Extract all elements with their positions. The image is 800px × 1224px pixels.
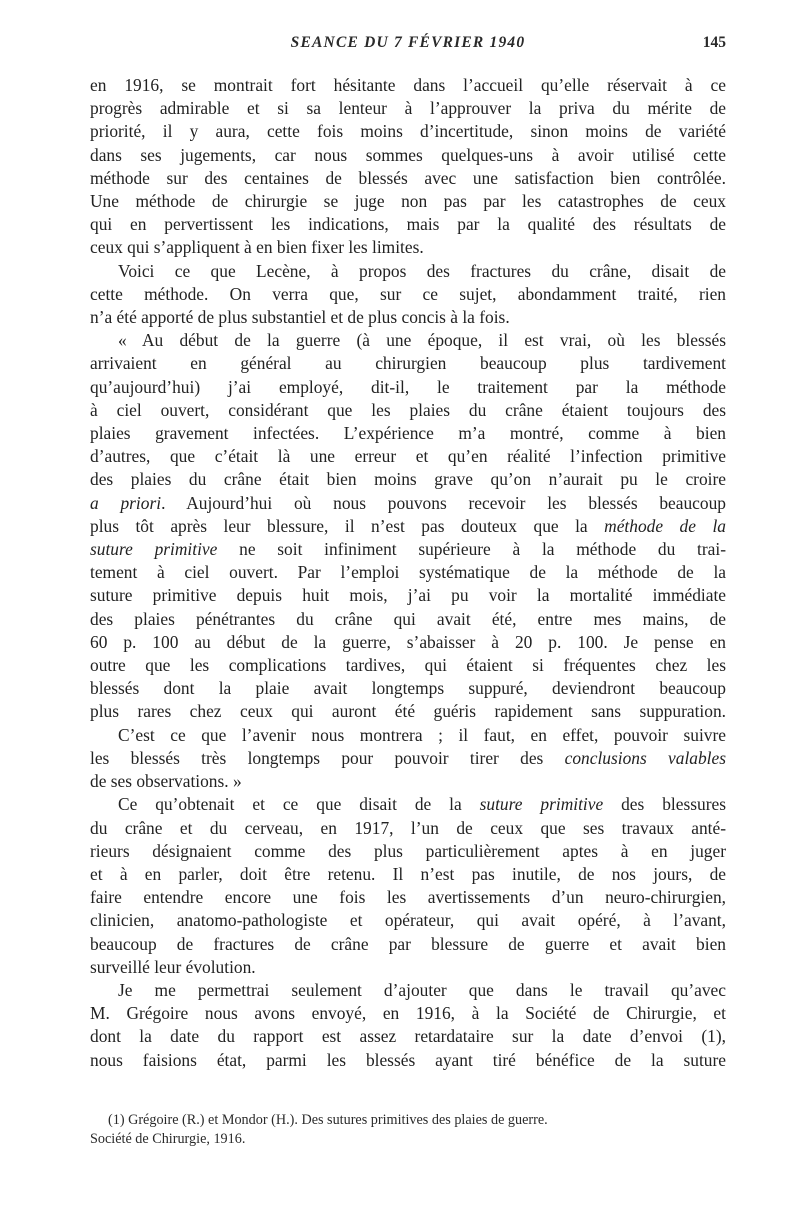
text-line: des plaies pénétrantes du crâne qui avait été, entre mes mains, de [90,608,726,629]
text-line: M. Grégoire nous avons envoyé, en 1916, à la Société de Chirurgie, et [90,1003,726,1024]
text-line: C’est ce que l’avenir nous montrera ; il faut, en effet, pouvoir suivre [118,724,726,745]
text-fragment: les blessés très longtemps pour pouvoir tirer des [90,747,544,768]
text-line: priorité, il y aura, cette fois moins d’incertitude, sinon moins de variété [90,121,726,142]
text-line [90,747,726,770]
text-fragment: des blessures [621,794,726,815]
footnotes [90,1111,726,1149]
footnote-line: (1) Grégoire (R.) et Mondor (H.). Des sutures primitives des plaies de guerre. [108,1112,548,1128]
running-head [90,34,726,56]
text-line: Une méthode de chirurgie se juge non pas par les catastrophes de ceux [90,191,726,212]
text-line: cette méthode. On verra que, sur ce sujet, abondamment traité, rien [90,283,726,304]
text-fragment: Ce qu’obtenait et ce que disait de la [118,794,462,815]
text-line [90,515,726,538]
footnote-line: Société de Chirurgie, 1916. [90,1131,246,1147]
paragraph-6 [90,979,726,1072]
text-line: dont la date du rapport est assez retardataire sur la date d’envoi (1), [90,1026,726,1047]
text-line: Voici ce que Lecène, à propos des fractures du crâne, disait de [118,260,726,281]
paragraph-1 [90,74,726,260]
text-fragment: . Aujourd’hui où nous pouvons recevoir les blessés beaucoup [161,492,726,513]
text-line: 60 p. 100 au début de la guerre, s’abaisser à 20 p. 100. Je pense en [90,631,726,652]
text-line [90,538,726,561]
text-line: du crâne et du cerveau, en 1917, l’un de ceux que ses travaux anté- [90,817,726,838]
text-line: suture primitive depuis huit mois, j’ai pu voir la mortalité immédiate [90,585,726,606]
text-line: et à en parler, doit être retenu. Il n’est pas inutile, de nos jours, de [90,863,726,884]
text-line: nous faisions état, parmi les blessés ayant tiré bénéfice de la suture [90,1049,726,1070]
text-line: des plaies du crâne était bien moins grave qu’on n’aurait pu le croire [90,469,726,490]
text-line: « Au début de la guerre (à une époque, il est vrai, où les blessés [118,330,726,351]
text-line: de ses observations. » [90,771,242,792]
text-line: qui en pervertissent les indications, mais par la qualité des résultats de [90,214,726,235]
text-line: ceux qui s’appliquent à en bien fixer les limites. [90,237,424,258]
text-line: progrès admirable et si sa lenteur à l’approuver la priva du mérite de [90,98,726,119]
text-line: méthode sur des centaines de blessés avec une satisfaction bien contrôlée. [90,167,726,188]
text-line: tement à ciel ouvert. Par l’emploi systématique de la méthode de la [90,562,726,583]
text-line: faire entendre encore une fois les avertissements d’un neuro-chirurgien, [90,887,726,908]
text-line [90,492,726,515]
text-line: surveillé leur évolution. [90,956,256,977]
text-line: plaies gravement infectées. L’expérience m’a montré, comme à bien [90,423,726,444]
text-line: qu’aujourd’hui) j’ai employé, dit-il, le traitement par la méthode [90,376,726,397]
italic-conclusions: conclusions valables [564,747,726,768]
text-line: blessés dont la plaie avait longtemps suppuré, deviendront beaucoup [90,678,726,699]
page-number: 145 [702,34,726,51]
italic-methode: méthode de la [604,515,726,536]
text-line: dans ses jugements, car nous sommes quelques-uns à avoir utilisé cette [90,144,726,165]
italic-suture-primitive: suture primitive [90,539,218,560]
paragraph-5 [90,793,726,979]
text-line: d’autres, que c’était là une erreur et qu’en réalité l’infection primitive [90,446,726,467]
paragraph-4 [90,724,726,794]
paragraph-2 [90,260,726,330]
paragraph-3-quotation [90,329,726,723]
text-line: à ciel ouvert, considérant que les plaies du crâne étaient toujours des [90,399,726,420]
text-line: rieurs désignaient comme des plus particulièrement aptes à en juger [90,840,726,861]
body-text [90,74,726,1072]
text-line: en 1916, se montrait fort hésitante dans l’accueil qu’elle réservait à ce [90,75,726,95]
text-fragment: ne soit infiniment supérieure à la méthode du trai- [239,539,727,560]
italic-suture-primitive: suture primitive [479,794,604,815]
text-line: outre que les complications tardives, qui étaient si fréquentes chez les [90,655,726,676]
text-fragment: plus tôt après leur blessure, il n’est pas douteux que la [90,515,588,536]
text-line: arrivaient en général au chirurgien beaucoup plus tardivement [90,353,726,374]
text-line: Je me permettrai seulement d’ajouter que dans le travail qu’avec [118,979,726,1000]
text-line: plus rares chez ceux qui auront été guéris rapidement sans suppuration. [90,701,726,722]
text-line: clinicien, anatomo-pathologiste et opérateur, qui avait opéré, à l’avant, [90,910,726,931]
text-line: n’a été apporté de plus substantiel et de plus concis à la fois. [90,307,510,328]
italic-a-priori: a priori [90,492,162,513]
text-line [90,793,726,816]
text-line: beaucoup de fractures de crâne par blessure de guerre et avait bien [90,933,726,954]
running-title: SEANCE DU 7 FÉVRIER 1940 [290,34,526,51]
